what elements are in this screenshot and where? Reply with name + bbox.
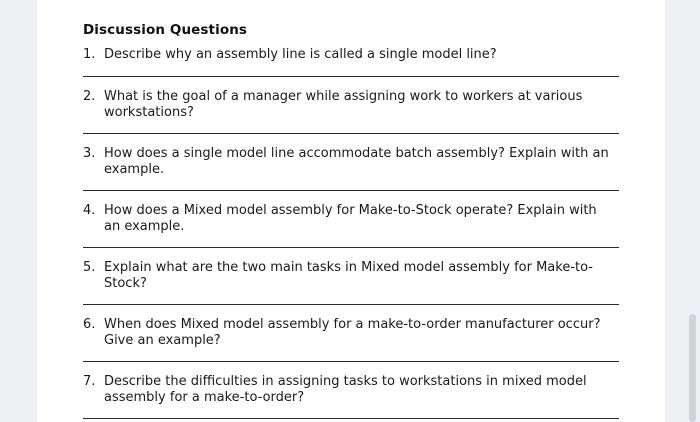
question-item xyxy=(83,203,619,235)
question-number: 7. xyxy=(83,374,96,389)
answer-line xyxy=(83,418,619,419)
question-item xyxy=(83,260,619,292)
question-item xyxy=(83,47,619,63)
page-title: Discussion Questions xyxy=(83,22,248,38)
question-text: How does a Mixed model assembly for Make-to-Stock operate? Explain with an example. xyxy=(104,203,597,234)
scrollbar-thumb[interactable] xyxy=(689,314,696,422)
question-number: 1. xyxy=(83,47,96,62)
question-text: Describe why an assembly line is called a single model line? xyxy=(104,47,497,62)
question-number: 3. xyxy=(83,146,96,161)
question-number: 6. xyxy=(83,317,96,332)
answer-line xyxy=(83,133,619,134)
answer-line xyxy=(83,247,619,248)
document-page xyxy=(37,0,665,422)
answer-line xyxy=(83,76,619,77)
question-text: Explain what are the two main tasks in Mixed model assembly for Make-to-Stock? xyxy=(104,260,593,291)
question-item xyxy=(83,89,619,121)
answer-line xyxy=(83,304,619,305)
question-item xyxy=(83,374,619,406)
question-number: 4. xyxy=(83,203,96,218)
question-text: How does a single model line accommodate batch assembly? Explain with an example. xyxy=(104,146,609,177)
question-item xyxy=(83,317,619,349)
question-number: 5. xyxy=(83,260,96,275)
question-text: Describe the difficulties in assigning tasks to workstations in mixed model assembly for a make-to-order? xyxy=(104,374,587,405)
answer-line xyxy=(83,190,619,191)
question-number: 2. xyxy=(83,89,96,104)
question-text: When does Mixed model assembly for a make-to-order manufacturer occur? Give an example? xyxy=(104,317,601,348)
answer-line xyxy=(83,361,619,362)
question-item xyxy=(83,146,619,178)
question-text: What is the goal of a manager while assigning work to workers at various workstations? xyxy=(104,89,583,120)
